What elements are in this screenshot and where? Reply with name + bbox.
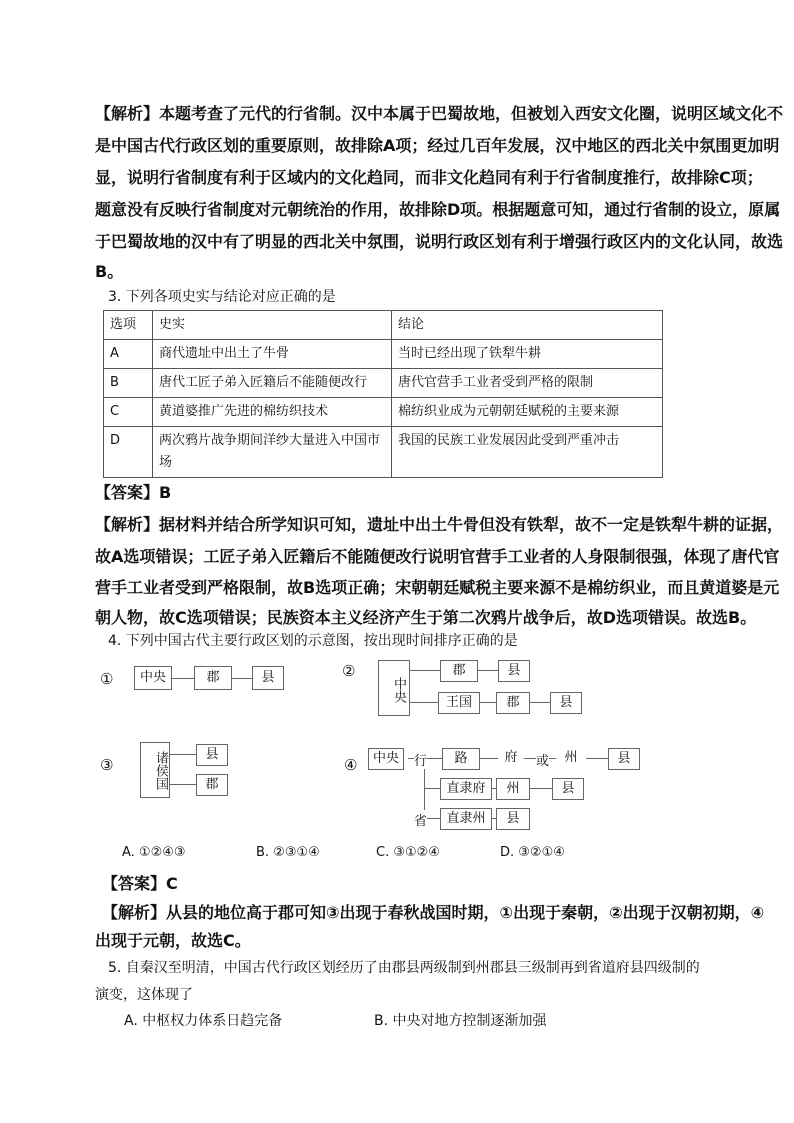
text-line: B。: [95, 262, 124, 281]
table-cell: 当时已经出现了铁犁牛耕: [392, 340, 663, 369]
box-county: 县: [498, 660, 530, 682]
table-header: 史实: [153, 311, 392, 340]
table-cell: B: [104, 369, 153, 398]
table-cell: 黄道婆推广先进的棉纺织技术: [153, 398, 392, 427]
box-kingdom: 王国: [438, 692, 480, 714]
table-cell: 我国的民族工业发展因此受到严重冲击: [392, 427, 663, 478]
text-line: 【解析】从县的地位高于郡可知③出现于春秋战国时期，①出现于秦朝，②出现于汉朝初期，④: [102, 903, 765, 922]
text-line: 是中国古代行政区划的重要原则，故排除A项；经过几百年发展，汉中地区的西北关中氛围更加明: [95, 136, 780, 155]
box-county: 县: [496, 808, 530, 830]
question-5-stem: 5. 自秦汉至明清，中国古代行政区划经历了由郡县两级制到州郡县三级制再到省道府县四级制的: [108, 960, 700, 976]
diagram-number: ④: [344, 756, 358, 774]
table-cell: 商代遗址中出土了牛骨: [153, 340, 392, 369]
answer-q3: 【答案】B: [95, 483, 172, 502]
table-cell: D: [104, 427, 153, 478]
text-line: 营手工业者受到严格限制，故B选项正确；宋朝朝廷赋税主要来源不是棉纺织业，而且黄道婆是元: [95, 578, 780, 597]
box-commandery: 郡: [496, 692, 530, 714]
table-header-row: [104, 311, 663, 340]
table-header: 结论: [392, 311, 663, 340]
table-cell: 唐代工匠子弟入匠籍后不能随便改行: [153, 369, 392, 398]
box-direct-prefecture: 直隶府: [440, 778, 492, 800]
box-commandery: 郡: [196, 774, 228, 796]
text-line: 显，说明行省制度有利于区域内的文化趋同，而非文化趋同有利于行省制度推行，故排除C项；: [95, 168, 763, 187]
box-route: 路: [442, 748, 480, 770]
question-3-table: [103, 310, 663, 478]
question-4-stem: 4. 下列中国古代主要行政区划的示意图，按出现时间排序正确的是: [108, 633, 518, 649]
table-header: 选项: [104, 311, 153, 340]
box-zhou: 州: [556, 748, 586, 768]
table-row: [104, 398, 663, 427]
diagram-number: ③: [100, 756, 114, 774]
text-line: 题意没有反映行省制度对元朝统治的作用，故排除D项。根据题意可知，通过行省制的设立，原属: [95, 200, 781, 219]
table-cell: A: [104, 340, 153, 369]
label-xing: 行: [414, 750, 427, 769]
diagram-number: ②: [342, 662, 356, 680]
option-b[interactable]: B. ②③①④: [256, 845, 320, 860]
box-central: 中央: [134, 666, 172, 690]
box-county: 县: [552, 778, 584, 800]
table-cell: C: [104, 398, 153, 427]
text-line: 【解析】据材料并结合所学知识可知，遗址中出土牛骨但没有铁犁，故不一定是铁犁牛耕的证据，: [95, 515, 784, 534]
box-prefecture: 府: [498, 748, 524, 768]
text-line: 朝人物，故C选项错误；民族资本主义经济产生于第二次鸦片战争后，故D选项错误。故选B。: [95, 608, 757, 627]
option-b[interactable]: B. 中央对地方控制逐渐加强: [374, 1013, 547, 1029]
box-county: 县: [252, 666, 284, 690]
box-commandery: 郡: [194, 666, 232, 690]
question-3-stem: 3. 下列各项史实与结论对应正确的是: [108, 289, 336, 305]
box-county: 县: [196, 744, 228, 766]
option-c[interactable]: C. ③①②④: [376, 845, 440, 860]
text-line: 出现于元朝，故选C。: [95, 931, 251, 950]
label-sheng: 省: [414, 810, 427, 829]
box-county: 县: [550, 692, 582, 714]
option-a[interactable]: A. 中枢权力体系日趋完备: [124, 1013, 283, 1029]
option-a[interactable]: A. ①②④③: [122, 845, 186, 860]
table-row: [104, 340, 663, 369]
table-cell: 唐代官营手工业者受到严格的限制: [392, 369, 663, 398]
answer-q4: 【答案】C: [102, 874, 178, 893]
box-county: 县: [608, 748, 640, 770]
table-cell: 棉纺织业成为元朝朝廷赋税的主要来源: [392, 398, 663, 427]
table-row: [104, 369, 663, 398]
box-zhou: 州: [496, 778, 530, 800]
box-central: 中央: [378, 660, 410, 716]
text-line: 故A选项错误；工匠子弟入匠籍后不能随便改行说明官营手工业者的人身限制很强，体现了唐代官: [95, 547, 780, 566]
box-commandery: 郡: [440, 660, 478, 682]
box-direct-zhou: 直隶州: [440, 808, 492, 830]
text-line: 【解析】本题考查了元代的行省制。汉中本属于巴蜀故地，但被划入西安文化圈，说明区域文化不: [95, 104, 784, 123]
box-feudal-state: 诸侯国: [140, 742, 170, 798]
text-line: 于巴蜀故地的汉中有了明显的西北关中氛围，说明行政区划有利于增强行政区内的文化认同，故选: [95, 232, 784, 251]
table-row: [104, 427, 663, 478]
table-cell: 两次鸦片战争期间洋纱大量进入中国市场: [153, 427, 392, 478]
option-d[interactable]: D. ③②①④: [500, 845, 565, 860]
label-or: 或: [536, 750, 549, 769]
question-5-stem: 演变，这体现了: [95, 987, 193, 1003]
box-central: 中央: [368, 748, 404, 770]
diagram-number: ①: [100, 670, 114, 688]
